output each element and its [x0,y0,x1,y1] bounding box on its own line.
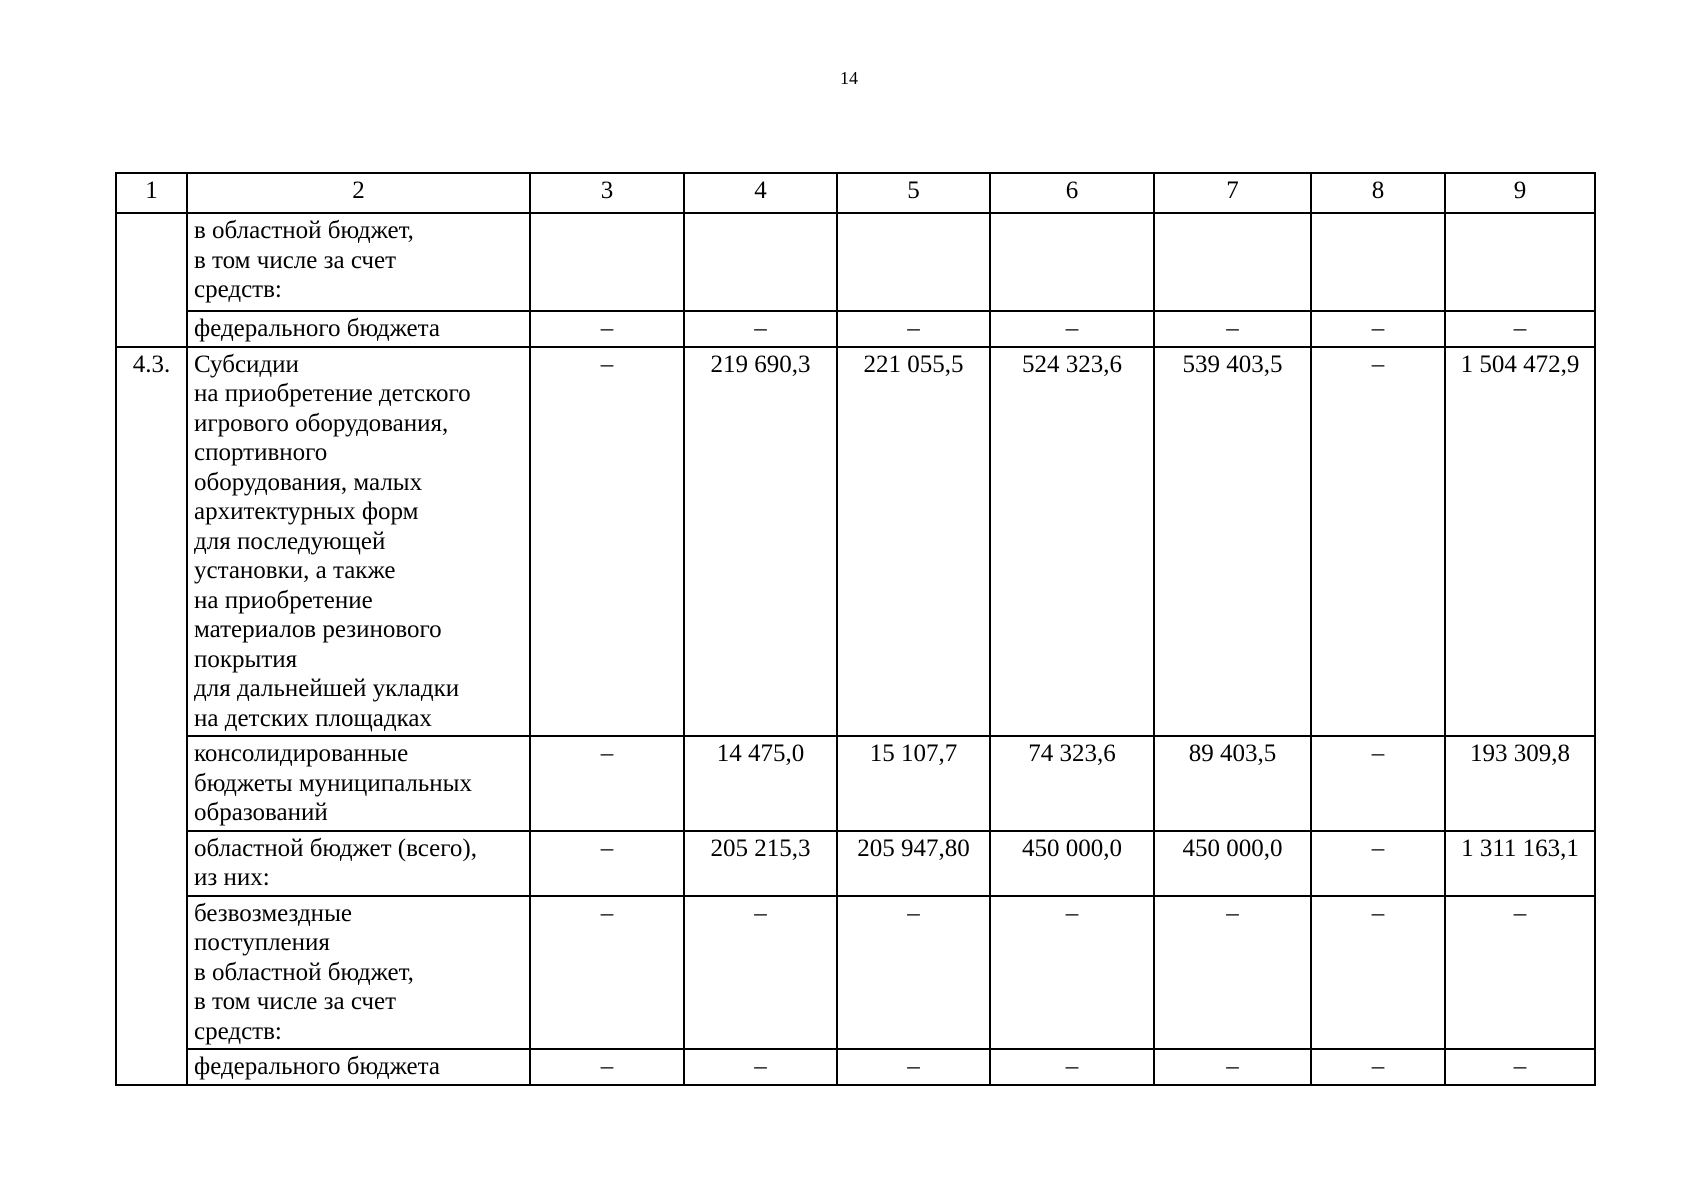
value-cell: – [990,1049,1154,1085]
value-cell: – [530,831,684,896]
value-cell: – [1311,347,1445,737]
table-row [116,736,1595,831]
value-cell: – [1311,311,1445,347]
value-cell: – [684,896,837,1050]
value-cell: 14 475,0 [684,736,837,831]
value-cell: 74 323,6 [990,736,1154,831]
value-cell: – [530,311,684,347]
row-description: безвозмездные поступления в областной бюджет, в том числе за счет средств: [187,896,530,1050]
column-header: 1 [116,173,187,213]
row-index-cell: 4.3. [116,347,187,1085]
column-header: 9 [1445,173,1595,213]
column-header: 2 [187,173,530,213]
column-header: 5 [837,173,990,213]
value-cell [1311,213,1445,311]
table-row [116,311,1595,347]
value-cell: 205 215,3 [684,831,837,896]
value-cell: – [530,896,684,1050]
column-header: 6 [990,173,1154,213]
column-header: 8 [1311,173,1445,213]
value-cell: – [1311,736,1445,831]
value-cell: 450 000,0 [990,831,1154,896]
value-cell: – [1154,1049,1311,1085]
row-description: Субсидии на приобретение детского игрового оборудования, спортивного оборудования, малых архитектурных форм для последующей установки, а также на приобретение материалов резинового покрытия для дальнейшей укладки на детских площадках [187,347,530,737]
value-cell: – [1154,896,1311,1050]
value-cell: – [837,896,990,1050]
value-cell [684,213,837,311]
row-description: областной бюджет (всего), из них: [187,831,530,896]
value-cell: – [1311,831,1445,896]
value-cell: – [990,311,1154,347]
value-cell: – [990,896,1154,1050]
value-cell: 193 309,8 [1445,736,1595,831]
row-description: консолидированные бюджеты муниципальных образований [187,736,530,831]
budget-table [115,172,1596,1086]
value-cell: – [684,311,837,347]
value-cell: – [1154,311,1311,347]
column-header: 4 [684,173,837,213]
value-cell: 219 690,3 [684,347,837,737]
value-cell: 205 947,80 [837,831,990,896]
table-row [116,831,1595,896]
value-cell: 221 055,5 [837,347,990,737]
value-cell [530,213,684,311]
value-cell: – [1445,896,1595,1050]
value-cell: – [837,311,990,347]
value-cell [1154,213,1311,311]
table-row [116,347,1595,737]
row-description: в областной бюджет, в том числе за счет средств: [187,213,530,311]
value-cell: – [1445,1049,1595,1085]
value-cell: 89 403,5 [1154,736,1311,831]
value-cell: – [530,347,684,737]
page-number: 14 [840,68,858,88]
column-header: 3 [530,173,684,213]
table-row [116,213,1595,311]
value-cell: – [1311,896,1445,1050]
column-header: 7 [1154,173,1311,213]
value-cell: – [684,1049,837,1085]
value-cell: – [837,1049,990,1085]
table-header-row [116,173,1595,213]
value-cell: 1 504 472,9 [1445,347,1595,737]
table-row [116,1049,1595,1085]
value-cell: 539 403,5 [1154,347,1311,737]
value-cell: – [1445,311,1595,347]
value-cell: 524 323,6 [990,347,1154,737]
value-cell [837,213,990,311]
value-cell: – [530,736,684,831]
table-row [116,896,1595,1050]
value-cell: 1 311 163,1 [1445,831,1595,896]
value-cell: – [1311,1049,1445,1085]
value-cell: – [530,1049,684,1085]
value-cell: 450 000,0 [1154,831,1311,896]
row-description: федерального бюджета [187,311,530,347]
row-index-cell [116,213,187,347]
row-description: федерального бюджета [187,1049,530,1085]
value-cell: 15 107,7 [837,736,990,831]
value-cell [990,213,1154,311]
value-cell [1445,213,1595,311]
